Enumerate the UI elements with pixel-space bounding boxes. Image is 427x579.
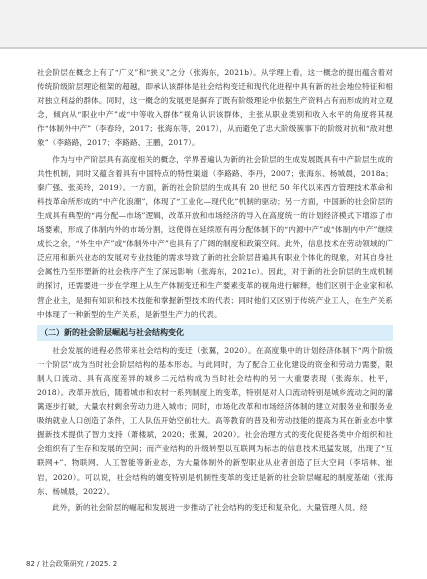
paragraph-1: 社会阶层在概念上有了“广义”和“狭义”之分（张海东，2021b）。从学理上看，这一概念的提出蕴含着对传统阶级阶层理论框架的超越，即承认该群体是社会结构变迁和现代化进程中具有新的社会地位特征和相对独立利益的群体。同时，这一概念的发展更是摒弃了既有阶级理论中依据生产资料占有而形成的对立观念，倾向从“职业中产”或“中等收入群体”视角认识该群体，主张从职业类别和收入水平的角度将其视作“体制外中产”（李春玲，2017；张海东等，2017），从而避免了忠大阶级簇事下的阶级对抗和“敌对想象”（李路路，2017；李路路、王鹏，2017）。 — [37, 68, 393, 148]
page-header-band — [0, 0, 427, 47]
article-body — [37, 66, 393, 517]
header-divider — [0, 47, 427, 49]
section-heading: （二）新的社会阶层崛起与社会结构变化 — [37, 325, 393, 341]
paragraph-4: 此外，新的社会阶层的崛起和发展进一步推动了社会结构的变迁和复杂化。大量管理人员、经 — [52, 502, 368, 512]
paragraph-3: 社会发展的进程必然带来社会结构的变迁（张翼，2020）。在高度集中的计划经济体制下“两个阶级一个阶层”成为当时社会阶层结构的基本形态。与此同时，为了配合工业化建设的资金和劳动力需要，限制人口流动、具有高度差异的城乡二元结构成为当时社会结构的另一大重要表现（张海东、杜平，2018）。改革开放后，随着城市和农村一系列制度上的变革，特别是对人口流动特别是城乡流动之间的藩篱逐步打破，大量农村剩余劳动力进入城市；同时，市场化改革和市场经济体制的建立对服务业和服务业吸纳就业人口创造了条件，工人队伍开始空前壮大。高等教育的普及和劳动技能的提高为其在新业态中掌握新技术提供了智力支持（萧楼斌，2020；张翼，2020）。社会治理方式的变化促使各类中介组织和社会组织有了生存和发展的空间；而产业结构的升级转型以互联网为标志的信息技术迅猛发展，出现了“互联网+”、物联网、人工智能等新业态，为大量体制外的新型职业从业者创造了巨大空间（李培林、崔岩，2020）。可以说，社会结构的嬗变特别是机制性变革的变迁是新的社会阶层崛起的制度基础（张海东、杨城晨，2022）。 — [37, 345, 393, 496]
paragraph-2: 作为与中产阶层具有高度相关的概念，学界普遍认为新的社会阶层的生成发展既具有中产阶层生成的共性机制，同时又蕴含着具有中国特点的特性渠道（李路路、李丹，2007；张海东、杨城晨，2018a；秦广强、张美玲，2019）。一方面，新的社会阶层的生成具有 20 世纪 50 年代以来西方管理技术革命和科技革命所形成的“中产化浪潮”，体现了“工业化—现代化”机制的驱动；另一方面，中国新的社会阶层的生成具有典型的“再分配—市场”逻辑，改革开放和市场经济的导入在高度统一的计划经济模式下增添了市场要素，形成了体制内外的市场分割，这使得在延续原有再分配体制下的“内源中产”或“体制内中产”继续成长之余，“外生中产”或“体制外中产”也具有了广阔的制度和政策空间。此外，信息技术在劳动领域的广泛应用和新兴业态的发展对专业技能的需求导致了新的社会阶层普遍具有职业个体化的现象，对其自身社会属性乃至形塑新的社会秩序产生了深远影响（张海东，2021c）。因此，对于新的社会阶层的生成机制的探讨，还需要进一步在学理上从生产体制变迁和生产要素变革的视角进行解释，他们区别于企业家和私营企业主，是拥有知识和技术技能和掌握新型技术的代表；同时他们又区别于传统产业工人，在生产关系中体现了一种新型的生产关系，是新型生产力的代表。 — [37, 154, 393, 319]
page-footer: 82 / 社会政策研究 / 2025. 2 — [26, 560, 118, 568]
